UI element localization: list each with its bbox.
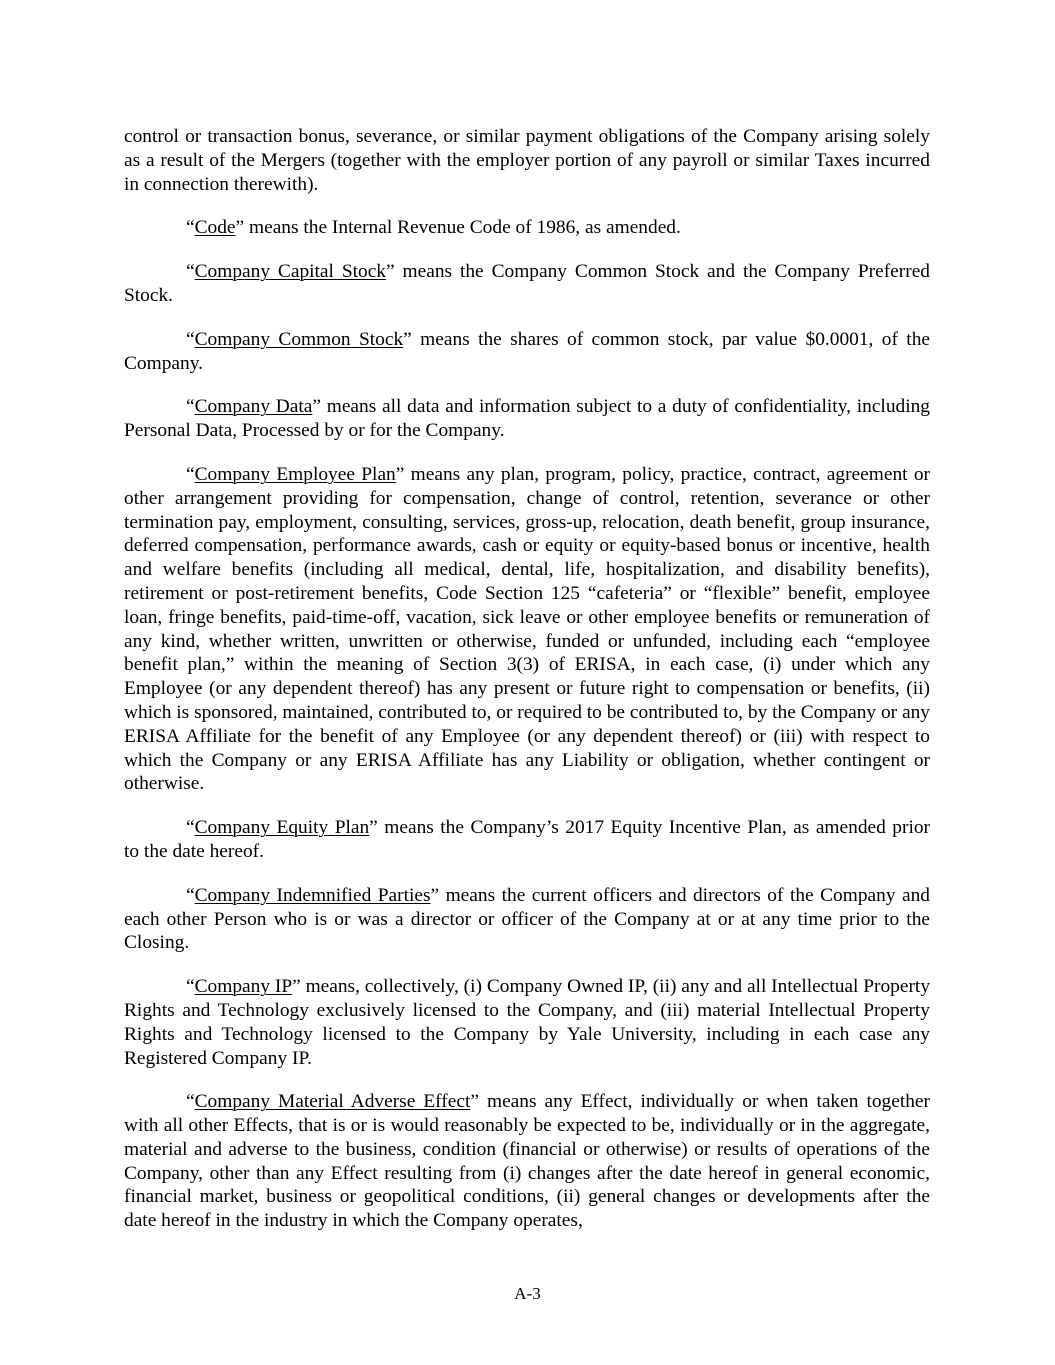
document-page bbox=[124, 125, 930, 1253]
definition-body: means any plan, program, policy, practice, contract, agreement or other arrangement providing for compensation, change of control, retention, severance or other termination pay, employment, consulting, services, gross-up, relocation, death benefit, group insurance, deferred compensation, performance awards, cash or equity or equity-based bonus or incentive, health and welfare benefits (including all medical, dental, life, hospitalization, and disability benefits), retirement or post-retirement benefits, Code Section 125 “cafeteria” or “flexible” benefit, employee loan, fringe benefits, paid-time-off, vacation, sick leave or other employee benefits or remuneration of any kind, whether written, unwritten or otherwise, funded or unfunded, including each “employee benefit plan,” within the meaning of Section 3(3) of ERISA, in each case, (i) under which any Employee (or any dependent thereof) has any present or future right to compensation or benefits, (ii) which is sponsored, maintained, contributed to, or required to be contributed to, by the Company or any ERISA Affiliate for the benefit of any Employee (or any dependent thereof) or (iii) with respect to which the Company or any ERISA Affiliate has any Liability or obligation, whether contingent or otherwise. bbox=[124, 463, 931, 795]
close-quote: ” bbox=[395, 463, 405, 485]
definition-company-capital-stock bbox=[124, 260, 930, 308]
open-quote: “ bbox=[186, 817, 195, 839]
definition-company-equity-plan bbox=[124, 816, 930, 864]
defined-term: Company Capital Stock bbox=[194, 261, 387, 283]
definition-body: means the current officers and directors of the Company and each other Person who is or was a director or officer of the Company at or at any time prior to the Closing. bbox=[124, 884, 930, 954]
defined-term: Code bbox=[194, 217, 236, 239]
close-quote: ” bbox=[235, 217, 245, 239]
open-quote: “ bbox=[186, 261, 195, 283]
defined-term: Company Indemnified Parties bbox=[194, 884, 431, 906]
close-quote: ” bbox=[386, 261, 395, 283]
close-quote: ” bbox=[470, 1091, 479, 1113]
close-quote: ” bbox=[312, 396, 321, 418]
defined-term: Company Common Stock bbox=[194, 328, 404, 350]
definition-code bbox=[124, 216, 930, 240]
definition-company-ip bbox=[124, 975, 930, 1070]
continuation-paragraph: control or transaction bonus, severance, or similar payment obligations of the Company arising solely as a result of the Mergers (together with the employer portion of any payroll or similar Taxes incurred in connection therewith). bbox=[124, 126, 930, 195]
definition-body: means the Company’s 2017 Equity Incentive Plan, as amended prior to the date hereof. bbox=[124, 817, 930, 862]
open-quote: “ bbox=[186, 328, 195, 350]
definition-company-data bbox=[124, 395, 930, 443]
defined-term: Company Data bbox=[194, 396, 313, 418]
definition-company-employee-plan bbox=[124, 463, 930, 796]
open-quote: “ bbox=[186, 884, 195, 906]
close-quote: ” bbox=[403, 328, 412, 350]
defined-term: Company Material Adverse Effect bbox=[194, 1091, 471, 1113]
definition-company-material-adverse-effect bbox=[124, 1090, 930, 1233]
definition-company-common-stock bbox=[124, 328, 930, 376]
definition-body: means all data and information subject to a duty of confidentiality, including Personal Data, Processed by or for the Company. bbox=[124, 396, 930, 442]
definition-body: means any Effect, individually or when taken together with all other Effects, that is or is would reasonably be expected to be, individually or in the aggregate, material and adverse to the business, condition (financial or otherwise) or results of operations of the Company, other than any Effect resulting from (i) changes after the date hereof in general economic, financial market, business or geopolitical conditions, (ii) general changes or developments after the date hereof in the industry in which the Company operates, bbox=[124, 1091, 930, 1232]
open-quote: “ bbox=[186, 976, 195, 998]
defined-term: Company Employee Plan bbox=[194, 463, 396, 485]
open-quote: “ bbox=[186, 396, 195, 418]
close-quote: ” bbox=[369, 817, 378, 839]
definition-company-indemnified-parties bbox=[124, 884, 930, 955]
page-number: A-3 bbox=[514, 1284, 541, 1303]
close-quote: ” bbox=[430, 884, 440, 906]
defined-term: Company Equity Plan bbox=[194, 817, 370, 839]
open-quote: “ bbox=[186, 463, 195, 485]
definition-body: means, collectively, (i) Company Owned IP, (ii) any and all Intellectual Property Rights and Technology exclusively licensed to the Company, and (iii) material Intellectual Property Rights and Technology licensed to the Company by Yale University, including in each case any Registered Company IP. bbox=[124, 976, 931, 1069]
defined-term: Company IP bbox=[194, 976, 293, 998]
open-quote: “ bbox=[186, 1091, 195, 1113]
definition-body: means the Internal Revenue Code of 1986, as amended. bbox=[244, 217, 681, 239]
open-quote: “ bbox=[186, 217, 195, 239]
definition-body: means the shares of common stock, par value $0.0001, of the Company. bbox=[124, 328, 930, 374]
close-quote: ” bbox=[292, 976, 301, 998]
definition-body: means the Company Common Stock and the Company Preferred Stock. bbox=[124, 261, 930, 306]
